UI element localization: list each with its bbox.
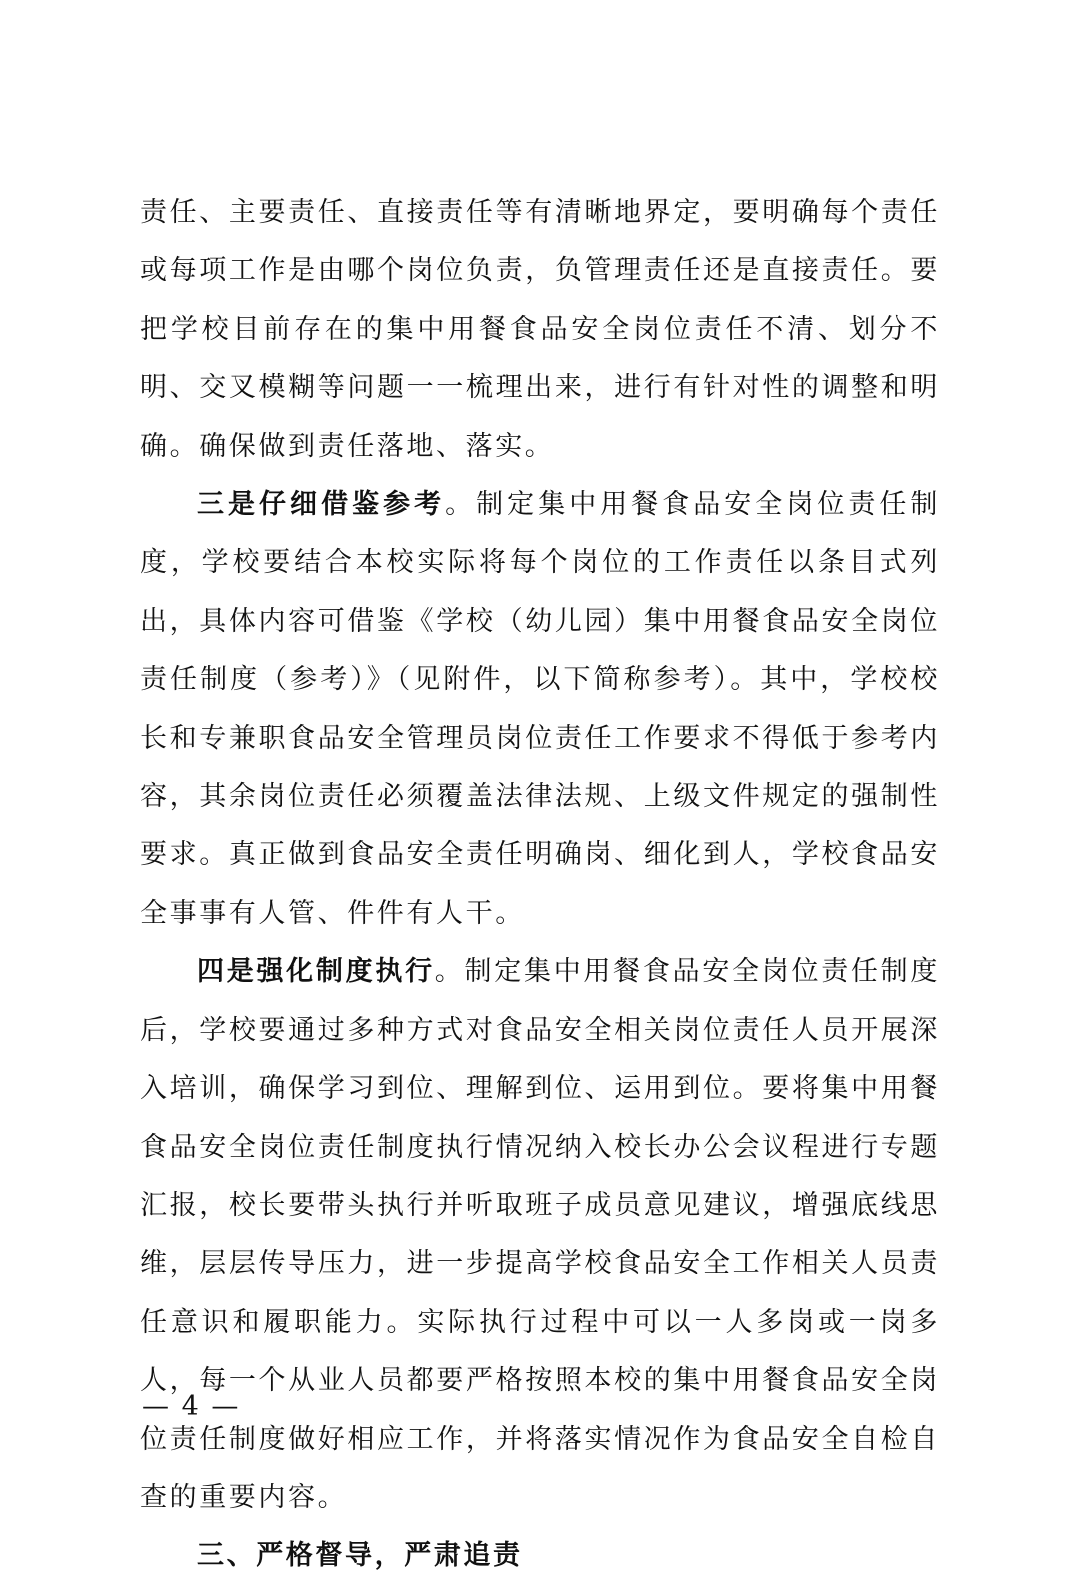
paragraph-text: 责任、主要责任、直接责任等有清晰地界定，要明确每个责任或每项工作是由哪个岗位负责，负管理责任还是直接责任。要把学校目前存在的集中用餐食品安全岗位责任不清、划分不明、交叉模糊等问题一一梳理出来，进行有针对性的调整和明确。确保做到责任落地、落实。	[140, 197, 940, 462]
paragraph-text: 。制定集中用餐食品安全岗位责任制度，学校要结合本校实际将每个岗位的工作责任以条目式列出，具体内容可借鉴《学校（幼儿园）集中用餐食品安全岗位责任制度（参考）》（见附件，以下简称参考）。其中，学校校长和专兼职食品安全管理员岗位责任工作要求不得低于参考内容，其余岗位责任必须覆盖法律法规、上级文件规定的强制性要求。真正做到食品安全责任明确岗、细化到人，学校食品安全事事有人管、件件有人干。	[140, 489, 940, 929]
paragraph-lead: 三是仔细借鉴参考	[197, 489, 446, 521]
section-heading: 三、严格督导，严肃追责	[197, 1540, 523, 1572]
paragraph-borrow-reference	[140, 476, 940, 943]
paragraph-text: 。制定集中用餐食品安全岗位责任制度后，学校要通过多种方式对食品安全相关岗位责任人员开展深入培训，确保学习到位、理解到位、运用到位。要将集中用餐食品安全岗位责任制度执行情况纳入校长办公会议程进行专题汇报，校长要带头执行并听取班子成员意见建议，增强底线思维，层层传导压力，进一步提高学校食品安全工作相关人员责任意识和履职能力。实际执行过程中可以一人多岗或一岗多人，每一个从业人员都要严格按照本校的集中用餐食品安全岗位责任制度做好相应工作，并将落实情况作为食品安全自检自查的重要内容。	[140, 956, 940, 1513]
paragraph-continuation	[140, 184, 940, 476]
document-body	[140, 184, 940, 1586]
paragraph-strengthen-execution	[140, 943, 940, 1527]
paragraph-lead: 四是强化制度执行	[197, 956, 435, 988]
page-number: — 4 —	[142, 1391, 241, 1422]
